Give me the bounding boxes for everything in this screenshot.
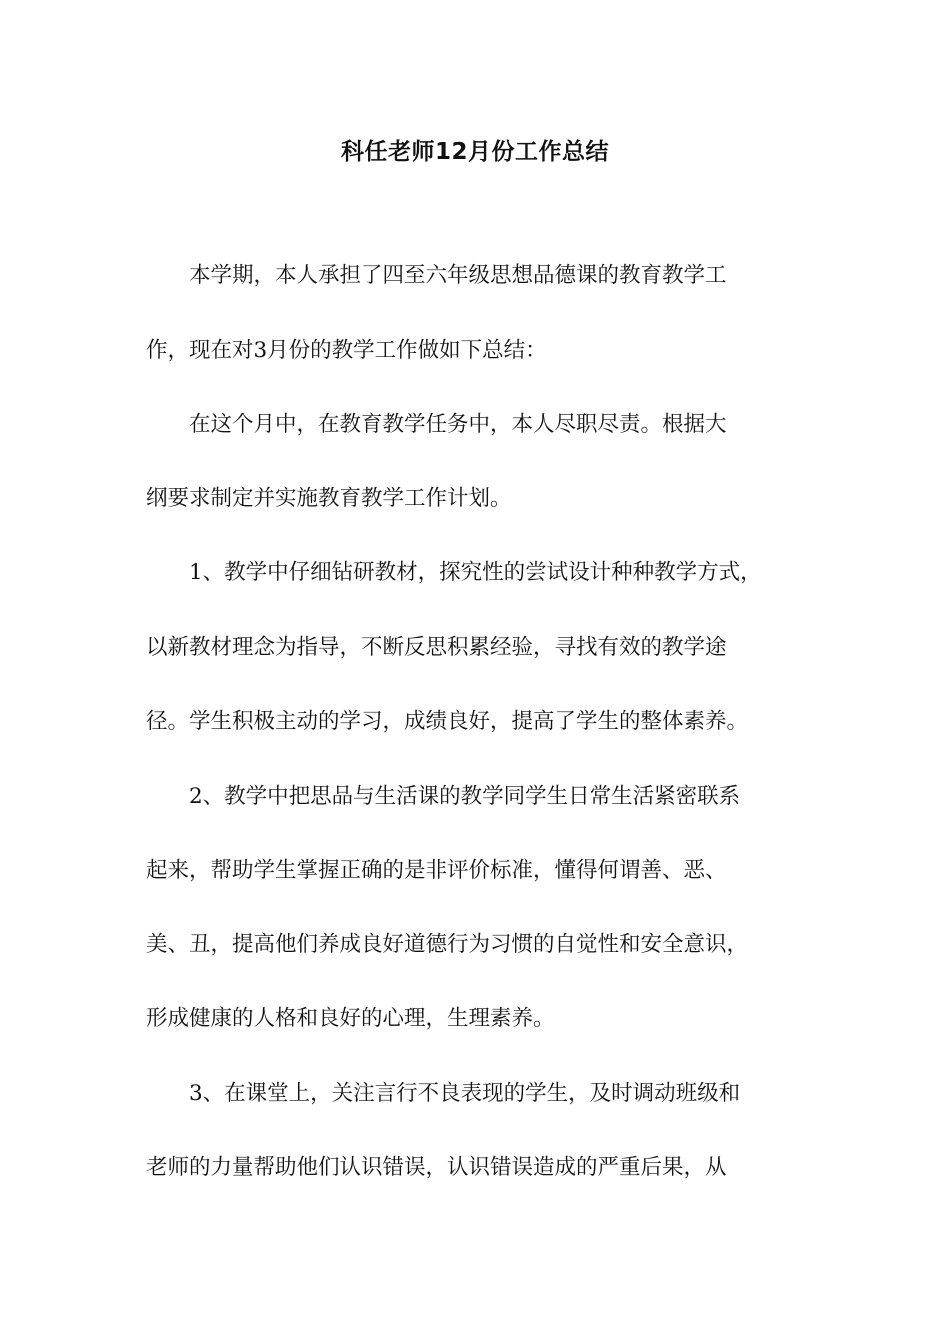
body-line-1: 本学期，本人承担了四至六年级思想品德课的教育教学工 bbox=[146, 263, 727, 288]
body-line-5: 1、教学中仔细钻研教材，探究性的尝试设计种种教学方式， bbox=[146, 560, 762, 585]
body-line-12: 3、在课堂上，关注言行不良表现的学生，及时调动班级和 bbox=[146, 1081, 741, 1106]
body-line-11: 形成健康的人格和良好的心理，生理素养。 bbox=[146, 1006, 555, 1031]
body-line-10: 美、丑，提高他们养成良好道德行为习惯的自觉性和安全意识， bbox=[146, 932, 749, 957]
body-line-7: 径。学生积极主动的学习，成绩良好，提高了学生的整体素养。 bbox=[146, 709, 749, 734]
body-line-3: 在这个月中，在教育教学任务中，本人尽职尽责。根据大 bbox=[146, 412, 727, 437]
body-line-13: 老师的力量帮助他们认识错误，认识错误造成的严重后果，从 bbox=[146, 1155, 727, 1180]
body-line-9: 起来，帮助学生掌握正确的是非评价标准，懂得何谓善、恶、 bbox=[146, 858, 727, 883]
document-title: 科任老师12月份工作总结 bbox=[340, 139, 609, 165]
body-line-6: 以新教材理念为指导，不断反思积累经验，寻找有效的教学途 bbox=[146, 635, 727, 660]
body-line-2: 作，现在对3月份的教学工作做如下总结： bbox=[146, 338, 547, 363]
body-line-4: 纲要求制定并实施教育教学工作计划。 bbox=[146, 486, 512, 511]
body-line-8: 2、教学中把思品与生活课的教学同学生日常生活紧密联系 bbox=[146, 784, 741, 809]
